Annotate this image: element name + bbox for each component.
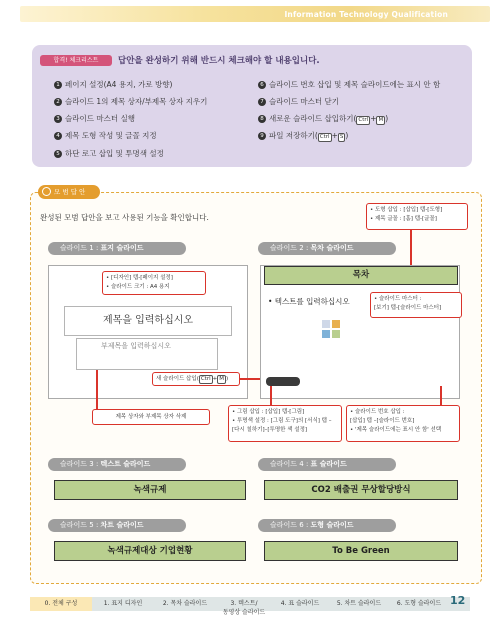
m-key: M [219,376,224,382]
footer-nav-item-1[interactable]: 1. 표지 디자인 [103,600,143,607]
footer-nav-item-4[interactable]: 4. 표 슬라이드 [280,600,320,607]
slide5-title-bar: 녹색규제대상 기업현황 [54,541,246,561]
ctrl-key: Ctrl [200,376,211,382]
chart-icon [332,320,340,328]
content-placeholder-icons [322,320,344,340]
close-paren: ) [385,114,389,123]
number-badge: 7 [258,98,266,106]
checklist-item-text: 슬라이드 1의 제목 상자/부제목 상자 지우기 [65,97,208,106]
callout-line: • '제목 슬라이드에는 표시 안 함' 선택 [350,427,442,433]
magnifier-icon [42,187,51,196]
number-badge: 6 [258,81,266,89]
callout-line: • 투명색 설정 : [그림 도구]의 [서식] 탭 – [232,418,332,424]
picture-icon [322,330,330,338]
checklist-item-text: 새로운 슬라이드 삽입하기( [269,114,357,123]
slide1-tab [48,242,186,255]
checklist-title: 답안을 완성하기 위해 반드시 체크해야 할 내용입니다. [118,56,320,66]
checklist-item-text: 페이지 설정(A4 용지, 가로 방향) [65,80,173,89]
slide-master-callout [370,292,462,318]
slide-tab-prefix: 슬라이드 3 : [60,460,101,468]
note-line: • [디자인] 탭-[페이지 설정] [106,275,173,281]
callout-connector [270,386,272,406]
delete-box-callout: 제목 상자와 부제목 상자 삭제 [92,409,210,425]
checklist-item-7 [258,96,339,107]
ctrl-key: Ctrl [358,117,369,123]
number-badge: 1 [54,81,62,89]
checklist-item-2 [54,96,207,107]
slide-tab-prefix: 슬라이드 4 : [270,460,311,468]
checklist-item-8 [258,113,388,125]
slide3-tab [48,458,186,471]
checklist-item-text: 슬라이드 마스터 실행 [65,114,135,123]
slide2-title-bar: 목차 [264,266,458,285]
close-paren: ) [226,376,229,382]
checklist-item-9 [258,130,348,142]
callout-line: • 제목 글꼴 : [홈] 탭-[글꼴] [370,216,437,222]
callout-line: [보기] 탭-[슬라이드 마스터] [374,305,442,311]
footer-nav-item-5[interactable]: 5. 차트 슬라이드 [336,600,382,607]
slide-tab-prefix: 슬라이드 2 : [270,244,311,252]
plus-sign: + [331,131,338,140]
new-slide-callout [152,372,240,386]
bottom-logo [266,377,300,386]
slide-tab-name: 텍스트 슬라이드 [100,460,151,468]
callout-text: 새 슬라이드 삽입( [156,376,199,382]
footer-item-line: 3. 텍스트/ [230,600,258,607]
slide5-tab [48,519,186,532]
callout-line: [삽입] 탭 –[슬라이드 번호] [350,418,415,424]
slide3-title-bar: 녹색규제 [54,480,246,500]
slide-tab-name: 차트 슬라이드 [100,521,144,529]
checklist-item-text: 슬라이드 마스터 닫기 [269,97,339,106]
checklist-item-5 [54,148,164,159]
number-badge: 5 [54,150,62,158]
callout-connector [440,386,442,406]
slide-tab-prefix: 슬라이드 6 : [270,521,311,529]
slide6-tab [258,519,396,532]
number-badge: 2 [54,98,62,106]
slide-tab-name: 목차 슬라이드 [310,244,354,252]
checklist-item-text: 슬라이드 번호 삽입 및 제목 슬라이드에는 표시 안 함 [269,80,441,89]
slide4-title-bar: CO2 배출권 무상할당방식 [264,480,458,500]
table-icon [322,320,330,328]
checklist-item-6 [258,79,440,90]
footer-nav-item-0[interactable]: 0. 전체 구성 [30,597,92,611]
answer-tag [38,185,100,199]
s-key: S [339,134,344,140]
title-placeholder: 제목을 입력하십시오 [64,306,232,336]
callout-connector [96,370,98,410]
number-badge: 9 [258,132,266,140]
shape-insert-callout [366,203,468,230]
subtitle-placeholder: 부제목을 입력하십시오 [76,338,218,370]
slide4-tab [258,458,396,471]
callout-connector [410,230,412,270]
footer-nav-item-6[interactable]: 6. 도형 슬라이드 [396,600,442,607]
m-key: M [378,117,384,123]
plus-sign: + [370,114,377,123]
number-badge: 3 [54,115,62,123]
slide-number-callout [346,405,460,442]
ctrl-key: Ctrl [319,134,330,140]
slide2-body-text: • 텍스트를 입력하십시오 [268,297,350,306]
slide-tab-name: 도형 슬라이드 [310,521,354,529]
footer-nav-item-2[interactable]: 2. 목차 슬라이드 [162,600,208,607]
plus-sign: + [212,376,218,382]
checklist-item-text: 하단 로고 삽입 및 투명색 설정 [65,149,164,158]
callout-line: • 도형 삽입 : [삽입] 탭-[도형] [370,207,443,213]
callout-line: • 슬라이드 번호 삽입 : [350,409,405,415]
checklist-item-text: 파일 저장하기( [269,131,318,140]
page-setup-note [102,271,206,295]
checklist-item-1 [54,79,172,90]
checklist-item-text: 제목 도형 작성 및 글꼴 지정 [65,131,157,140]
callout-line: • 슬라이드 마스터 : [374,296,422,302]
slide-tab-prefix: 슬라이드 5 : [60,521,101,529]
checklist-item-3 [54,113,135,124]
header-title: Information Technology Qualification [284,10,448,19]
slide2-tab [258,242,396,255]
footer-item-line: 동영상 슬라이드 [222,609,266,616]
slide-tab-name: 표 슬라이드 [310,460,347,468]
slide-tab-name: 표지 슬라이드 [100,244,144,252]
callout-line: [다시 칠하기]–[투명한 색 설정] [232,427,308,433]
callout-line: • 그림 삽입 : [삽입] 탭-[그림] [232,409,305,415]
answer-description: 완성된 모범 답안을 보고 사용된 기능을 확인합니다. [40,213,209,222]
number-badge: 4 [54,132,62,140]
slide6-title-bar: To Be Green [264,541,458,561]
close-paren: ) [345,131,349,140]
picture-insert-callout [228,405,342,442]
checklist-item-4 [54,130,157,141]
footer-nav-item-3[interactable] [218,597,270,621]
checklist-tag: 합격! 체크리스트 [40,55,112,66]
media-icon [332,330,340,338]
number-badge: 8 [258,115,266,123]
page-number: 12 [450,594,466,607]
slide-tab-prefix: 슬라이드 1 : [60,244,101,252]
answer-tag-label: 모 범 답 안 [54,188,86,196]
note-line: • 슬라이드 크기 : A4 용지 [106,284,170,290]
